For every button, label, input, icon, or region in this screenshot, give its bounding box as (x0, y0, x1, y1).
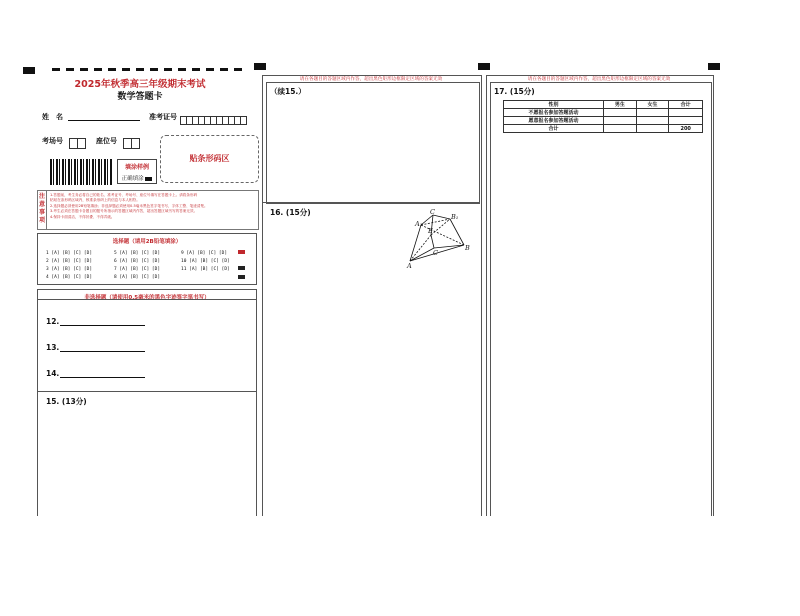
column-2-warning: 请在各题目的答题区域内作答，超出黑色矩形边框限定区域的答案无效 (299, 77, 443, 82)
choice-group-1[interactable]: 1 [A] [B] [C] [D] 2 [A] [B] [C] [D] 3 [A] [B] [C] [D] 4 [A] [B] [C] [D] (46, 251, 93, 280)
alignment-mark (478, 63, 490, 70)
exam-no-label: 准考证号 (149, 113, 177, 121)
seat-label: 座位号 (96, 137, 117, 145)
notes-label: 注意事项 (38, 191, 47, 229)
choice-group-2[interactable]: 5 [A] [B] [C] [D] 6 [A] [B] [C] [D] 7 [A] [B] [C] [D] 8 [A] [B] [C] [D] (114, 251, 161, 280)
card-subtitle: 数学答题卡 (117, 92, 163, 102)
q13-answer-line[interactable] (60, 351, 145, 352)
q15-continued-area[interactable] (266, 82, 480, 204)
table-row: 不愿报名参加答题活动 (504, 109, 703, 117)
alignment-mark (708, 63, 720, 70)
exam-title: 2025年秋季高三年级期末考试 (74, 79, 206, 90)
gender-survey-table (503, 100, 703, 133)
label-c: C (433, 249, 438, 257)
alignment-mark (23, 67, 35, 74)
fill-example-title: 填涂样例 (124, 164, 149, 171)
label-e: E (428, 227, 433, 235)
q12-label: 12. (46, 317, 60, 326)
alignment-mark (254, 63, 266, 70)
q12-answer-line[interactable] (60, 325, 145, 326)
q17-label: 17. (15分) (494, 87, 535, 96)
q14-label: 14. (46, 369, 60, 378)
filled-bubble-icon (145, 177, 152, 181)
table-header-row: 性别 男生 女生 合计 (504, 101, 703, 109)
barcode-paste-zone: 贴条形码区 (160, 135, 259, 183)
q13-label: 13. (46, 343, 60, 352)
label-b: B (465, 244, 470, 252)
label-a1: A₁ (415, 220, 423, 228)
exam-no-boxes[interactable] (181, 110, 247, 129)
room-boxes[interactable] (70, 133, 86, 152)
choice-section (37, 233, 257, 285)
name-field[interactable] (68, 120, 140, 121)
label-c1: C (430, 208, 435, 216)
fill-example-text: 正确填涂 (121, 176, 144, 182)
column-3-warning: 请在各题目的答题区域内作答，超出黑色矩形边框限定区域的答案无效 (527, 77, 671, 82)
table-row: 愿意报名参加答题活动 (504, 117, 703, 125)
black-marker (238, 266, 245, 270)
choice-group-3[interactable]: 9 [A] [B] [C] [D] 10 [A] [B] [C] [D] 11 [A] [B] [C] [D] (181, 251, 230, 272)
geometry-figure (404, 208, 476, 270)
room-label: 考场号 (42, 137, 63, 145)
barcode (50, 159, 112, 185)
black-marker (238, 275, 245, 279)
q17-answer-area[interactable] (490, 82, 712, 516)
label-a: A (407, 262, 412, 270)
q14-answer-line[interactable] (60, 377, 145, 378)
q15-label: 15. (13分) (46, 397, 87, 406)
name-label: 姓 名 (42, 113, 63, 121)
red-marker (238, 250, 245, 254)
notes-box (37, 190, 259, 230)
q15-continued-label: （续15.） (270, 87, 306, 96)
label-b1: B₁ (451, 213, 459, 221)
notes-text: 1.答题前，考生务必将自己的姓名、准考证号、考场号、座位号填写在答题卡上。请将条形码 粘贴在条形码区域内，核准条形码上的信息与本人相符。 2.选择题必须使用2B铅笔填涂；非选择题必须使用0.5毫米黑色签字笔书写，字体工整、笔迹清楚。 3.考生必须在答题卡各题目的题号所指示的答题区域内作答，超出答题区域书写的答案无效。 4.保持卡面清洁，不得折叠、不得弄破。 (50, 193, 208, 219)
table-row: 合计 200 (504, 125, 703, 133)
nonchoice-title: 非选择题（请使用0.5毫米的黑色字迹签字笔书写） (84, 295, 210, 301)
fill-example (117, 159, 157, 184)
seat-boxes[interactable] (124, 133, 140, 152)
q16-label: 16. (15分) (270, 208, 311, 217)
choice-title: 选择题（请用2B铅笔填涂） (112, 239, 182, 245)
